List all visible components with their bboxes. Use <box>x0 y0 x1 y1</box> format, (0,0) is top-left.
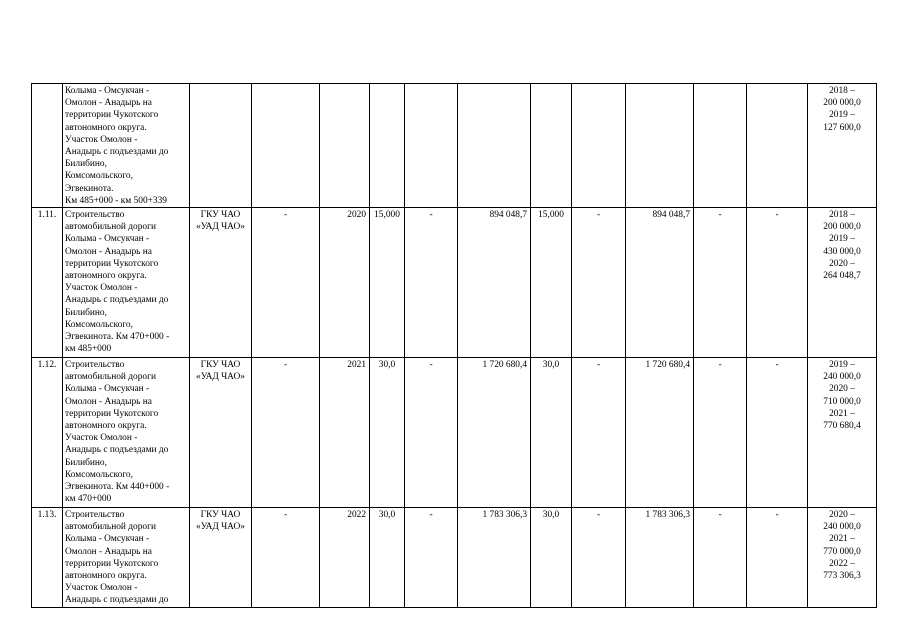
cell-c12: - <box>747 508 808 608</box>
year-cell: 2022 <box>320 508 370 608</box>
construction-table <box>31 83 877 608</box>
cell-c12 <box>747 84 808 208</box>
table-row <box>32 84 877 208</box>
table-row <box>32 208 877 358</box>
cost-cell <box>458 84 531 208</box>
row-number: 1.12. <box>32 358 63 508</box>
cost2-cell: 894 048,7 <box>626 208 694 358</box>
object-name: Колыма - Омсукчан - Омолон - Анадырь на территории Чукотского автономного округа. Участок Омолон - Анадырь с подъездами до Билибино, Комсомольского, Эгвекинота. Км 485+000 - км 500+339 <box>63 84 190 208</box>
cell-c11: - <box>694 508 747 608</box>
cell-c6: - <box>405 208 458 358</box>
cell-c11 <box>694 84 747 208</box>
row-number: 1.13. <box>32 508 63 608</box>
row-number: 1.11. <box>32 208 63 358</box>
funding-cell: 2019 – 240 000,0 2020 – 710 000,0 2021 – 770 680,4 <box>808 358 877 508</box>
year-cell <box>320 84 370 208</box>
cell-c6: - <box>405 508 458 608</box>
object-name: Строительство автомобильной дороги Колыма - Омсукчан - Омолон - Анадырь на территории Чукотского автономного округа. Участок Омолон - Анадырь с подъездами до <box>63 508 190 608</box>
cost2-cell: 1 783 306,3 <box>626 508 694 608</box>
length-cell: 15,000 <box>370 208 405 358</box>
cost-cell: 1 720 680,4 <box>458 358 531 508</box>
year-cell: 2020 <box>320 208 370 358</box>
funding-cell: 2018 – 200 000,0 2019 – 127 600,0 <box>808 84 877 208</box>
length2-cell: 15,000 <box>531 208 572 358</box>
table-row <box>32 508 877 608</box>
object-name: Строительство автомобильной дороги Колыма - Омсукчан - Омолон - Анадырь на территории Чукотского автономного округа. Участок Омолон - Анадырь с подъездами до Билибино, Комсомольского, Эгвекинота. Км 470+000 - км 485+000 <box>63 208 190 358</box>
cell-c9: - <box>572 208 626 358</box>
cost-cell: 1 783 306,3 <box>458 508 531 608</box>
cell-c11: - <box>694 358 747 508</box>
table-row <box>32 358 877 508</box>
row-number <box>32 84 63 208</box>
customer-cell: ГКУ ЧАО «УАД ЧАО» <box>190 508 252 608</box>
cell-c3: - <box>252 508 320 608</box>
length-cell: 30,0 <box>370 508 405 608</box>
cell-c12: - <box>747 208 808 358</box>
cell-c9: - <box>572 358 626 508</box>
cost2-cell: 1 720 680,4 <box>626 358 694 508</box>
length-cell <box>370 84 405 208</box>
cell-c11: - <box>694 208 747 358</box>
year-cell: 2021 <box>320 358 370 508</box>
cell-c3: - <box>252 208 320 358</box>
cell-c12: - <box>747 358 808 508</box>
cell-c3 <box>252 84 320 208</box>
length-cell: 30,0 <box>370 358 405 508</box>
funding-cell: 2018 – 200 000,0 2019 – 430 000,0 2020 – 264 048,7 <box>808 208 877 358</box>
customer-cell <box>190 84 252 208</box>
length2-cell: 30,0 <box>531 358 572 508</box>
customer-cell: ГКУ ЧАО «УАД ЧАО» <box>190 208 252 358</box>
cell-c9: - <box>572 508 626 608</box>
customer-cell: ГКУ ЧАО «УАД ЧАО» <box>190 358 252 508</box>
cost-cell: 894 048,7 <box>458 208 531 358</box>
funding-cell: 2020 – 240 000,0 2021 – 770 000,0 2022 – 773 306,3 <box>808 508 877 608</box>
length2-cell <box>531 84 572 208</box>
cell-c3: - <box>252 358 320 508</box>
object-name: Строительство автомобильной дороги Колыма - Омсукчан - Омолон - Анадырь на территории Чукотского автономного округа. Участок Омолон - Анадырь с подъездами до Билибино, Комсомольского, Эгвекинота. Км 440+000 - км 470+000 <box>63 358 190 508</box>
cell-c6 <box>405 84 458 208</box>
cell-c9 <box>572 84 626 208</box>
cost2-cell <box>626 84 694 208</box>
cell-c6: - <box>405 358 458 508</box>
length2-cell: 30,0 <box>531 508 572 608</box>
